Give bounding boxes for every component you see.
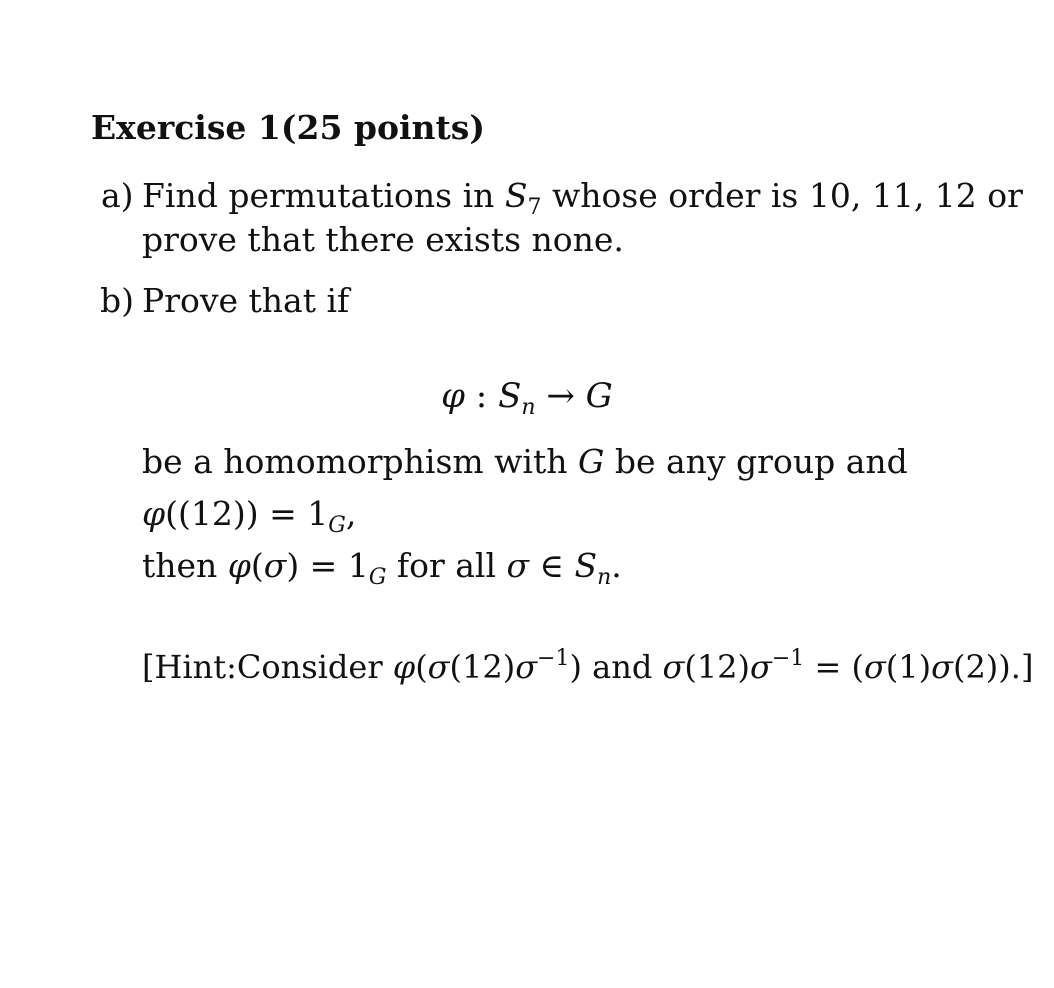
part-b-line-1-after: be any group and <box>604 442 908 481</box>
hint-p6: (1) <box>885 648 932 686</box>
part-b-line-2-sub: G <box>328 513 346 538</box>
symmetric-group-index: 7 <box>527 195 542 220</box>
part-b-line-3-n: n <box>597 565 612 590</box>
part-b-line-3-in: ∈ <box>529 546 575 585</box>
part-b-intro: Prove that if <box>142 281 350 320</box>
hint-exp-1: −1 <box>537 646 570 671</box>
part-b-line-3-mid: ) = 1 <box>286 546 369 585</box>
part-b-line-3-before: then <box>142 546 228 585</box>
part-b-line-2-mid: ((12)) = 1 <box>165 494 329 533</box>
eq-colon: : <box>464 376 499 416</box>
part-b-line-3-sub: G <box>368 565 387 590</box>
hint-p4: (12) <box>684 648 751 686</box>
hint-sigma-6: σ <box>931 648 953 686</box>
part-b-line-2-phi: φ <box>142 494 166 533</box>
eq-n: n <box>521 395 536 420</box>
part-b-line-3-sigma2: σ <box>506 546 530 585</box>
part-b-line-3-paren: ( <box>250 546 264 585</box>
part-b-line-2-end: , <box>345 494 357 533</box>
hint-open: [Hint:Consider <box>142 648 393 686</box>
hint-sigma-2: σ <box>515 648 538 686</box>
eq-G: G <box>585 376 613 416</box>
hint-sigma-4: σ <box>750 648 772 686</box>
exercise-title: Exercise 1(25 points) <box>91 108 485 147</box>
hint-exp-2: −1 <box>771 646 805 671</box>
hint-p3: ) and <box>569 648 663 686</box>
part-b-line-3-phi: φ <box>227 546 251 585</box>
eq-S: S <box>498 376 522 416</box>
part-b-line-3-sigma: σ <box>263 546 287 585</box>
eq-phi: φ <box>441 376 465 416</box>
eq-arrow: → <box>535 376 586 416</box>
part-a-marker: a) <box>101 176 134 215</box>
hint-phi: φ <box>392 648 416 686</box>
part-a-text-after: whose order is 10, 11, 12 or <box>541 176 1023 215</box>
hint-p1: ( <box>415 648 428 686</box>
part-b-line-3-S: S <box>574 546 598 585</box>
hint-sigma-3: σ <box>662 648 685 686</box>
hint-sigma-1: σ <box>427 648 450 686</box>
part-a-line-1 <box>142 176 1023 220</box>
part-b-line-2 <box>142 494 357 538</box>
part-b-line-3 <box>142 546 622 590</box>
part-a-line-2: prove that there exists none. <box>142 220 624 259</box>
part-b-line-1-before: be a homomorphism with <box>142 442 578 481</box>
hint-sigma-5: σ <box>863 648 886 686</box>
part-b-line-1-G: G <box>577 442 605 481</box>
part-a-text-before: Find permutations in <box>142 176 505 215</box>
homomorphism-equation <box>0 376 1054 420</box>
hint-p2: (12) <box>449 648 516 686</box>
hint-p7: (2)).] <box>952 648 1034 686</box>
symmetric-group-symbol: S <box>504 176 528 215</box>
part-b-line-3-end: . <box>611 546 622 585</box>
part-b-marker: b) <box>100 281 134 320</box>
hint-p5: = ( <box>804 648 864 686</box>
part-b-line-3-for: for all <box>386 546 507 585</box>
part-b-line-1 <box>142 442 908 481</box>
hint-line <box>142 648 1033 686</box>
